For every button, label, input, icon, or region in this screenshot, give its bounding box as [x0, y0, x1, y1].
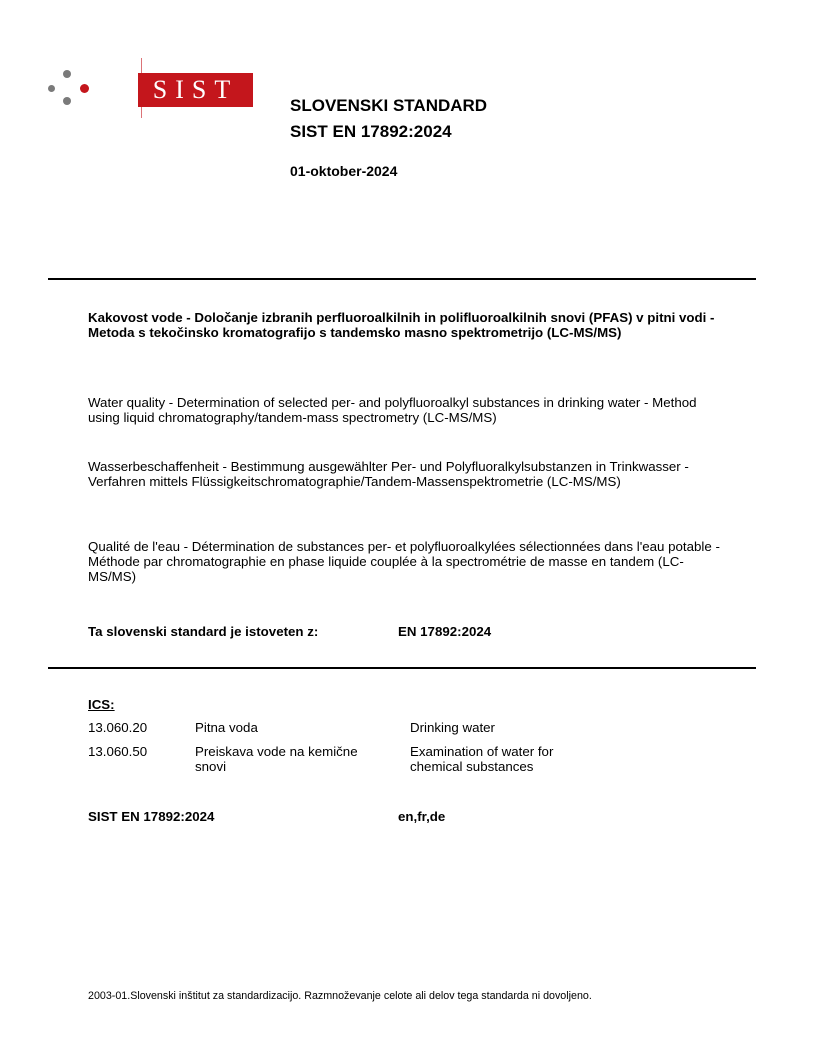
ics-slovenian: Pitna voda	[195, 720, 258, 735]
logo-dot-1	[48, 85, 55, 92]
standard-type: SLOVENSKI STANDARD	[290, 96, 488, 115]
ics-code: 13.060.50	[88, 744, 148, 759]
ics-label: ICS:	[88, 697, 115, 712]
logo-wordmark: SIST	[138, 73, 253, 107]
logo-dot-3	[63, 97, 71, 105]
ics-english: Examination of water for chemical substances	[410, 744, 554, 774]
ics-english: Drinking water	[410, 720, 495, 735]
standard-code: SIST EN 17892:2024	[290, 122, 452, 141]
ics-code: 13.060.20	[88, 720, 148, 735]
title-english: Water quality - Determination of selected per- and polyfluoroalkyl substances in drinking water - Method using liquid chromatography/tandem-mass spectrometry (LC-MS/MS)	[88, 395, 697, 425]
divider-top	[48, 278, 756, 280]
ics-slovenian: Preiskava vode na kemične snovi	[195, 744, 358, 774]
title-slovenian: Kakovost vode - Določanje izbranih perfluoroalkilnih in polifluoroalkilnih snovi (PFAS) v pitni vodi - Metoda s tekočinsko kromatografijo s tandemsko masno spektrometrijo (LC-MS/MS)	[88, 310, 715, 340]
identical-value: EN 17892:2024	[398, 624, 492, 639]
identical-label: Ta slovenski standard je istoveten z:	[88, 624, 319, 639]
languages: en,fr,de	[398, 809, 446, 824]
publication-date: 01-oktober-2024	[290, 163, 398, 179]
bottom-standard-code: SIST EN 17892:2024	[88, 809, 215, 824]
title-french: Qualité de l'eau - Détermination de substances per- et polyfluoroalkylées sélectionnées dans l'eau potable - Méthode par chromatographie en phase liquide couplée à la spectrométrie de masse en tandem (LC-MS/MS)	[88, 539, 720, 584]
title-german: Wasserbeschaffenheit - Bestimmung ausgewählter Per- und Polyfluoralkylsubstanzen in Trinkwasser - Verfahren mittels Flüssigkeitschromatographie/Tandem-Massenspektrometrie (LC-MS/MS)	[88, 459, 689, 489]
logo-dot-4	[80, 84, 89, 93]
sist-logo	[48, 60, 239, 120]
divider-bottom	[48, 667, 756, 669]
logo-dot-2	[63, 70, 71, 78]
copyright-notice: 2003-01.Slovenski inštitut za standardizacijo. Razmnoževanje celote ali delov tega standarda ni dovoljeno.	[88, 990, 592, 1002]
